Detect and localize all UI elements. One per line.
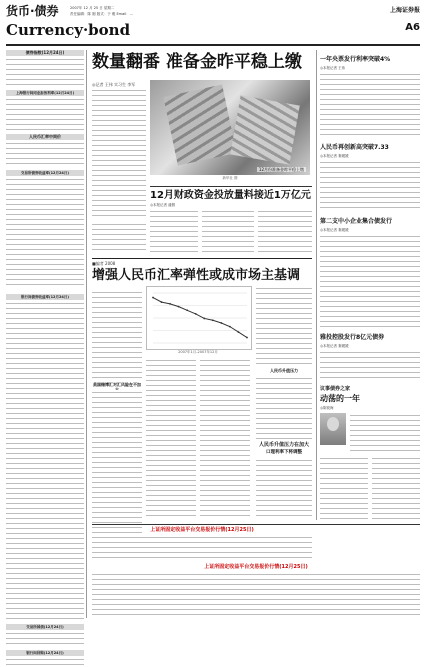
column-byline: ◎陈锐海 <box>320 406 334 410</box>
table-title-bar <box>6 170 84 176</box>
chart-point <box>203 318 205 320</box>
banknote-stack <box>163 85 236 166</box>
rmb-rate-chart <box>146 286 252 350</box>
chart-point <box>229 326 231 328</box>
story2-body-text <box>202 209 254 254</box>
story3-body-text <box>200 358 250 518</box>
column-box <box>320 386 420 520</box>
table-title: 交易所债券收益率(12月24日) <box>21 171 69 175</box>
banknote-stack <box>230 95 300 165</box>
chart-point <box>152 297 154 299</box>
photo-caption: 12月份准备金昨平稳上缴 <box>258 167 304 172</box>
story3-rule <box>92 258 312 259</box>
page-number: A6 <box>405 22 420 33</box>
story2-body-text <box>150 209 198 254</box>
table-title-bar <box>6 50 84 56</box>
brief3-title: 第二支中小企业集合债发行 <box>320 218 393 225</box>
column-subtitle: 动荡的一年 <box>320 394 360 403</box>
column-divider <box>86 50 87 618</box>
author-head <box>327 417 339 431</box>
column-name: 议事债券之家 <box>320 386 351 392</box>
section-title-cn: 货币·债券 <box>6 4 59 18</box>
brief4-byline: ◎本报记者 秦媛媛 <box>320 344 349 348</box>
data-table <box>6 57 84 87</box>
brief1-body-text <box>320 72 420 138</box>
data-table <box>6 301 84 619</box>
table-title: 债券指数(12月24日) <box>25 50 65 55</box>
chart-series-line <box>153 298 247 338</box>
brief2-byline: ◎本报记者 秦媛媛 <box>320 154 349 158</box>
data-table <box>6 97 84 131</box>
brief4-title: 雅投控股发行8亿元债券 <box>320 334 385 341</box>
column-body-text <box>350 413 420 453</box>
bottom-data-table <box>92 535 312 561</box>
brief1-byline: ◎本报记者 王伟 <box>320 66 346 70</box>
story4-headline: 人民币升值压力在加大 <box>258 442 309 448</box>
data-table <box>6 177 84 289</box>
paper-name: 上海证券报 <box>389 7 420 14</box>
chart-point <box>212 319 214 321</box>
chart-point <box>161 301 163 303</box>
bottom-data-table <box>92 572 420 618</box>
chart-point <box>195 313 197 315</box>
table-title: 人民币汇率中间价 <box>29 134 61 139</box>
table-title-bar <box>6 90 84 96</box>
data-table <box>6 631 84 645</box>
chart-point <box>246 337 248 339</box>
story3-body-text <box>256 376 312 440</box>
story4-body-text <box>256 458 312 518</box>
story2-body-text <box>258 209 312 254</box>
table-title: 上海银行间同业拆放利率(12月24日) <box>15 91 75 95</box>
main-byline: ◎记者 王伟 实习生 李军 <box>92 82 136 87</box>
bottom-table-title: 上证所固定收益平台交易报价行情(12月25日) <box>150 527 254 533</box>
table-title-bar <box>6 624 84 630</box>
chart-point <box>186 309 188 311</box>
story3-subhead: 人民币升值压力 <box>270 368 298 373</box>
chart-caption: 2007年1月-2007年12月 <box>178 350 218 354</box>
chart-point <box>238 331 240 333</box>
story2-rule <box>150 186 312 187</box>
main-body-text <box>92 88 146 218</box>
data-table <box>6 657 84 667</box>
story3-body-text <box>256 286 312 366</box>
story3-body-text <box>146 358 196 518</box>
brief2-body-text <box>320 160 420 212</box>
brief2-title: 人民币再创新高突破7.33 <box>320 144 389 151</box>
brief3-byline: ◎本报记者 秦媛媛 <box>320 228 349 232</box>
story4-subhead: 口理利率下将调整 <box>266 450 302 455</box>
story3-kicker: ■编者 2008 <box>92 261 116 266</box>
masthead <box>6 4 420 44</box>
main-body-text <box>92 222 146 254</box>
chart-point <box>178 306 180 308</box>
story3-body-text <box>92 390 142 538</box>
table-title: 银行间回购(12月24日) <box>26 651 64 655</box>
chart-svg <box>147 287 251 349</box>
masthead-rule <box>6 44 420 46</box>
bottom-table-rule <box>92 524 420 525</box>
story3-body-text <box>92 290 142 380</box>
news-photo <box>150 80 310 175</box>
photo-credit: 新华社 图 <box>222 176 238 180</box>
author-portrait <box>320 413 346 445</box>
bottom-table2-title: 上证所固定收益平台交易报价行情(12月25日) <box>204 564 308 570</box>
date-line: 2007年 12 月 25 日 星期二 <box>70 6 115 10</box>
brief4-body-text <box>320 350 420 380</box>
chart-point <box>220 322 222 324</box>
brief3-body-text <box>320 234 420 328</box>
story3-headline: 增强人民币汇率弹性或成市场主基调 <box>92 268 301 283</box>
table-title-bar <box>6 134 84 140</box>
main-headline: 数量翻番 准备金昨平稳上缴 <box>92 52 302 72</box>
left-data-column <box>6 50 84 655</box>
data-table <box>6 141 84 167</box>
table-title: 银行间债券收益率(12月24日) <box>21 295 69 299</box>
editor-line: 责任编辑：陈 刚 版式：于 雅 Email：... <box>70 12 133 16</box>
story2-byline: ◎本报记者 潘圆 <box>150 203 176 207</box>
chart-point <box>169 303 171 305</box>
table-title-bar <box>6 650 84 656</box>
column-divider <box>316 50 317 520</box>
brief1-title: 一年央票发行利率突破4% <box>320 56 391 63</box>
table-title-bar <box>6 294 84 300</box>
table-title: 交易所国债(12月24日) <box>26 625 64 629</box>
column-body-text <box>372 456 420 520</box>
story3-subhead: 美国赌博汇对汇风险在不加 <box>93 382 141 387</box>
story2-headline: 12月财政资金投放量料接近1万亿元 <box>150 190 311 201</box>
section-title-en: Currency·bond <box>6 21 131 39</box>
column-body-text <box>320 456 368 520</box>
